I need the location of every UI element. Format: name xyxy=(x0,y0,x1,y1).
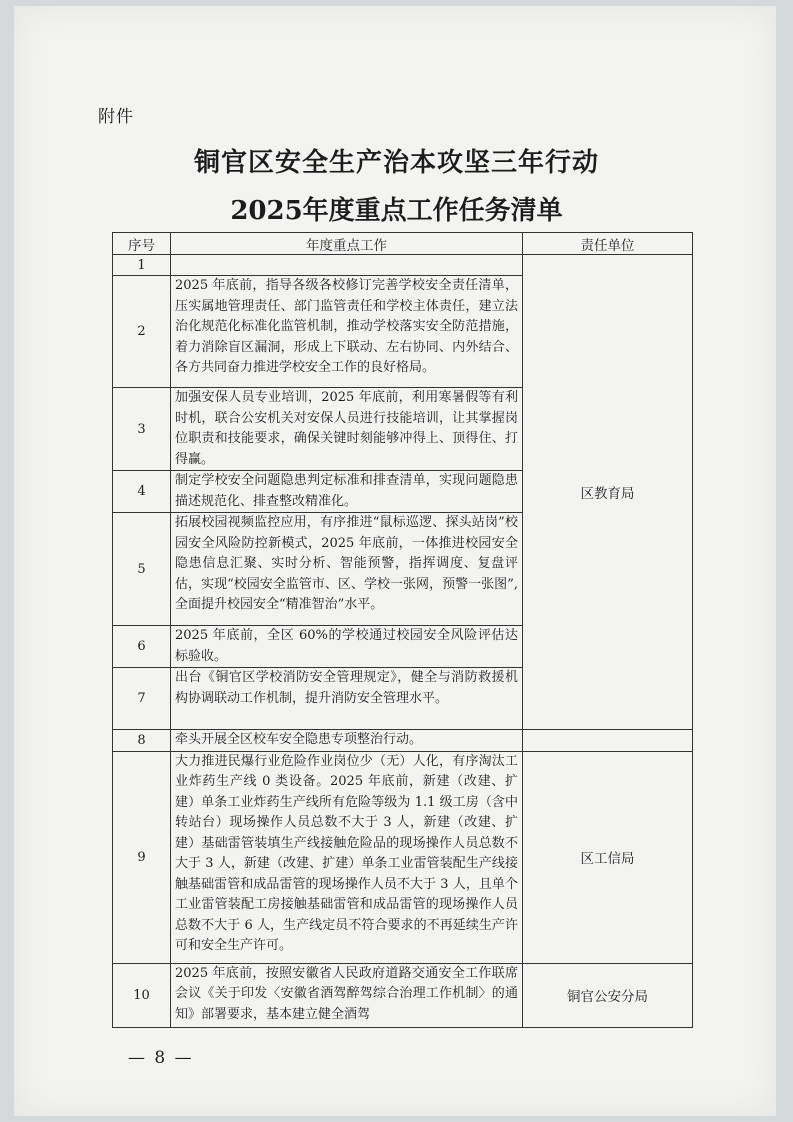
table-row xyxy=(113,963,693,1027)
row-task: 牵头开展全区校车安全隐患专项整治行动。 xyxy=(171,730,523,752)
table-row xyxy=(113,751,693,963)
header-unit: 责任单位 xyxy=(523,233,693,255)
table-row xyxy=(113,730,693,752)
page-number: — 8 — xyxy=(128,1048,194,1068)
row-number: 2 xyxy=(113,276,171,388)
row-number: 10 xyxy=(113,963,171,1027)
row-task: 制定学校安全问题隐患判定标准和排查清单，实现问题隐患描述规范化、排查整改精准化。 xyxy=(171,471,523,513)
document-title-line2: 2025年度重点工作任务清单 xyxy=(230,196,563,226)
responsible-unit: 铜官公安分局 xyxy=(523,963,693,1027)
row-task: 2025 年底前，全区 60%的学校通过校园安全风险评估达标验收。 xyxy=(171,626,523,668)
responsible-unit: 区教育局 xyxy=(523,255,693,730)
task-table xyxy=(112,232,693,1028)
row-number: 6 xyxy=(113,626,171,668)
header-task: 年度重点工作 xyxy=(171,233,523,255)
table-header-row xyxy=(113,233,693,255)
row-number: 9 xyxy=(113,751,171,963)
document-title-line1: 铜官区安全生产治本攻坚三年行动 xyxy=(193,148,599,178)
row-number: 3 xyxy=(113,388,171,471)
row-number: 7 xyxy=(113,668,171,730)
row-task xyxy=(171,255,523,276)
row-task: 加强安保人员专业培训，2025 年底前，利用寒暑假等有利时机，联合公安机关对安保人员进行技能培训，让其掌握岗位职责和技能要求，确保关键时刻能够冲得上、顶得住、打得赢。 xyxy=(171,388,523,471)
row-task: 2025 年底前，指导各级各校修订完善学校安全责任清单，压实属地管理责任、部门监管责任和学校主体责任，建立法治化规范化标准化监管机制，推动学校落实安全防范措施，着力消除盲区漏洞，形成上下联动、左右协同、内外结合、各方共同奋力推进学校安全工作的良好格局。 xyxy=(171,276,523,388)
responsible-unit-empty xyxy=(523,730,693,752)
row-number: 5 xyxy=(113,513,171,626)
row-number: 8 xyxy=(113,730,171,752)
row-task: 拓展校园视频监控应用，有序推进“鼠标巡逻、探头站岗”校园安全风险防控新模式，2025 年底前，一体推进校园安全隐患信息汇聚、实时分析、智能预警，指挥调度、复盘评估，实现“校园安全监管市、区、学校一张网，预警一张图”,全面提升校园安全“精准智治”水平。 xyxy=(171,513,523,626)
attachment-label: 附件 xyxy=(98,107,134,127)
row-number: 1 xyxy=(113,255,171,276)
table-row xyxy=(113,255,693,276)
header-no: 序号 xyxy=(113,233,171,255)
row-task: 2025 年底前，按照安徽省人民政府道路交通安全工作联席会议《关于印发〈安徽省酒驾醉驾综合治理工作机制〉的通知》部署要求，基本建立健全酒驾 xyxy=(171,963,523,1027)
row-task: 大力推进民爆行业危险作业岗位少（无）人化，有序淘汰工业炸药生产线 0 类设备。2025 年底前，新建（改建、扩建）单条工业炸药生产线所有危险等级为 1.1 级工房（含中转站台）现场操作人员总数不大于 3 人，新建（改建、扩建）基础雷管装填生产线接触危险品的现场操作人员总数不大于 3 人，新建（改建、扩建）单条工业雷管装配生产线接触基础雷管和成品雷管的现场操作人员不大于 3 人，且单个工业雷管装配工房接触基础雷管和成品雷管的现场操作人员总数不大于 6 人，生产线定员不符合要求的不再延续生产许可和安全生产许可。 xyxy=(171,751,523,963)
responsible-unit: 区工信局 xyxy=(523,751,693,963)
row-task: 出台《铜官区学校消防安全管理规定》，健全与消防救援机构协调联动工作机制，提升消防安全管理水平。 xyxy=(171,668,523,730)
row-number: 4 xyxy=(113,471,171,513)
